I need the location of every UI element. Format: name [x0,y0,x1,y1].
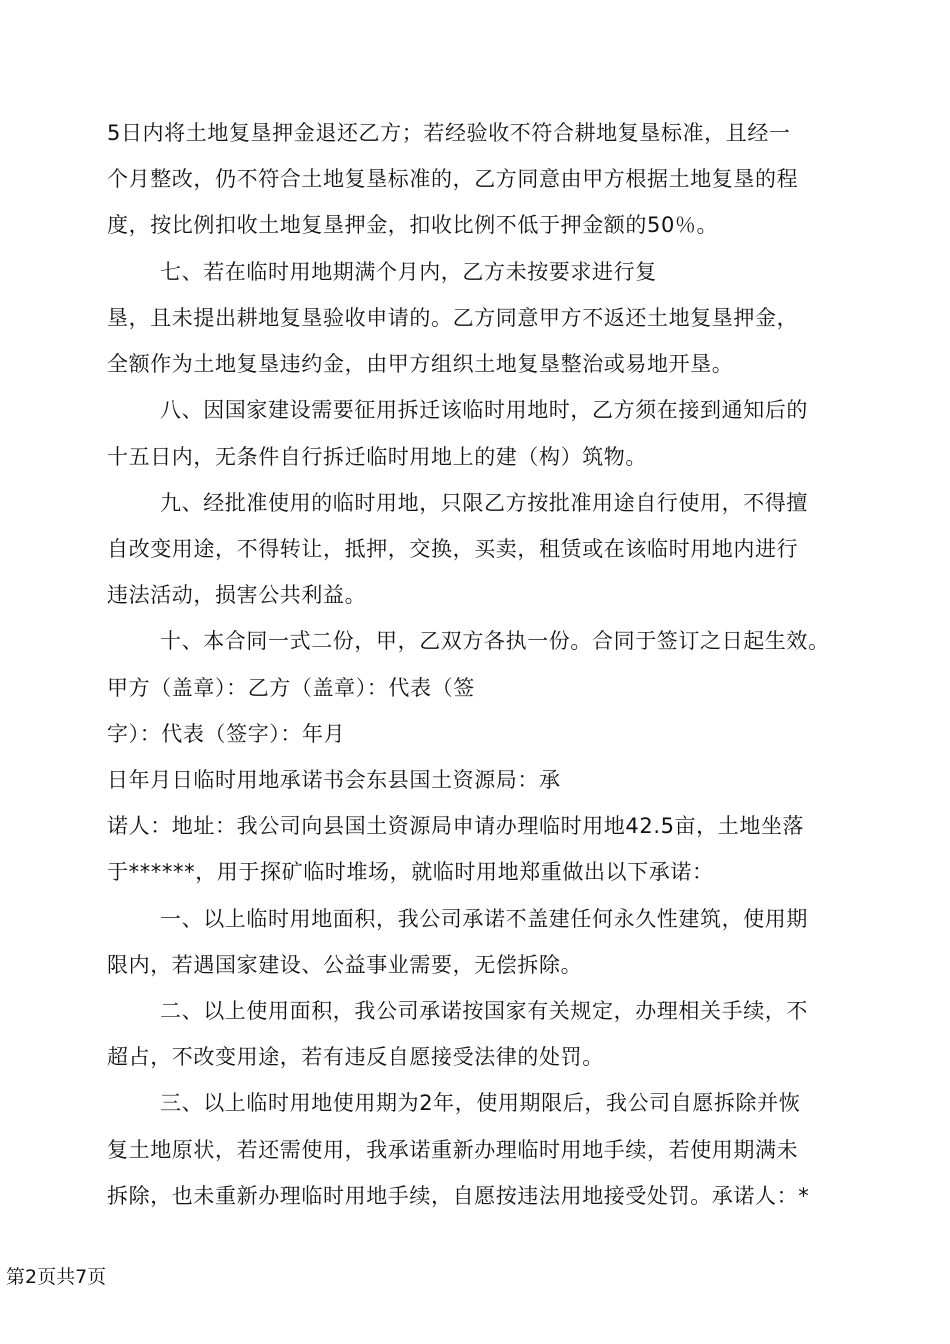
text-line: 日年月日临时用地承诺书会东县国土资源局：承 [107,768,561,792]
text-line: 一、以上临时用地面积，我公司承诺不盖建任何永久性建筑，使用期 [160,907,808,931]
text-line: 七、若在临时用地期满个月内，乙方未按要求进行复 [160,260,657,284]
text-line: 超占，不改变用途，若有违反自愿接受法律的处罚。 [107,1045,604,1069]
text-line: 拆除，也未重新办理临时用地手续，自愿按违法用地接受处罚。承诺人：* [107,1184,810,1208]
text-line: 甲方（盖章）：乙方（盖章）：代表（签 [107,676,475,700]
text-line: 十五日内，无条件自行拆迁临时用地上的建（构）筑物。 [107,445,647,469]
text-line: 八、因国家建设需要征用拆迁该临时用地时，乙方须在接到通知后的 [160,398,808,422]
text-line: 诺人：地址：我公司向县国土资源局申请办理临时用地42.5亩，土地坐落 [107,814,805,838]
text-line: 全额作为土地复垦违约金，由甲方组织土地复垦整治或易地开垦。 [107,352,734,376]
text-line: 个月整改，仍不符合土地复垦标准的，乙方同意由甲方根据土地复垦的程 [107,167,799,191]
text-line: 字）：代表（签字）：年月 [107,722,346,746]
text-line: 十、本合同一式二份，甲，乙双方各执一份。合同于签订之日起生效。 [160,629,830,653]
text-line: 垦，且未提出耕地复垦验收申请的。乙方同意甲方不返还土地复垦押金， [107,306,799,330]
text-line: 度，按比例扣收土地复垦押金，扣收比例不低于押金额的50％。 [107,213,719,237]
text-line: 违法活动，损害公共利益。 [107,583,367,607]
text-line: 二、以上使用面积，我公司承诺按国家有关规定，办理相关手续，不 [160,999,808,1023]
text-line: 自改变用途，不得转让，抵押，交换，买卖，租赁或在该临时用地内进行 [107,537,799,561]
text-line: 九、经批准使用的临时用地，只限乙方按批准用途自行使用，不得擅 [160,491,808,515]
page-number-footer: 第2页共7页 [6,1266,107,1288]
text-line: 5日内将土地复垦押金退还乙方；若经验收不符合耕地复垦标准，且经一 [107,121,791,145]
text-line: 于******，用于探矿临时堆场，就临时用地郑重做出以下承诺： [107,860,714,884]
text-line: 复土地原状，若还需使用，我承诺重新办理临时用地手续，若使用期满未 [107,1138,799,1162]
text-line: 限内，若遇国家建设、公益事业需要，无偿拆除。 [107,953,583,977]
text-line: 三、以上临时用地使用期为2年，使用期限后，我公司自愿拆除并恢 [160,1091,801,1115]
